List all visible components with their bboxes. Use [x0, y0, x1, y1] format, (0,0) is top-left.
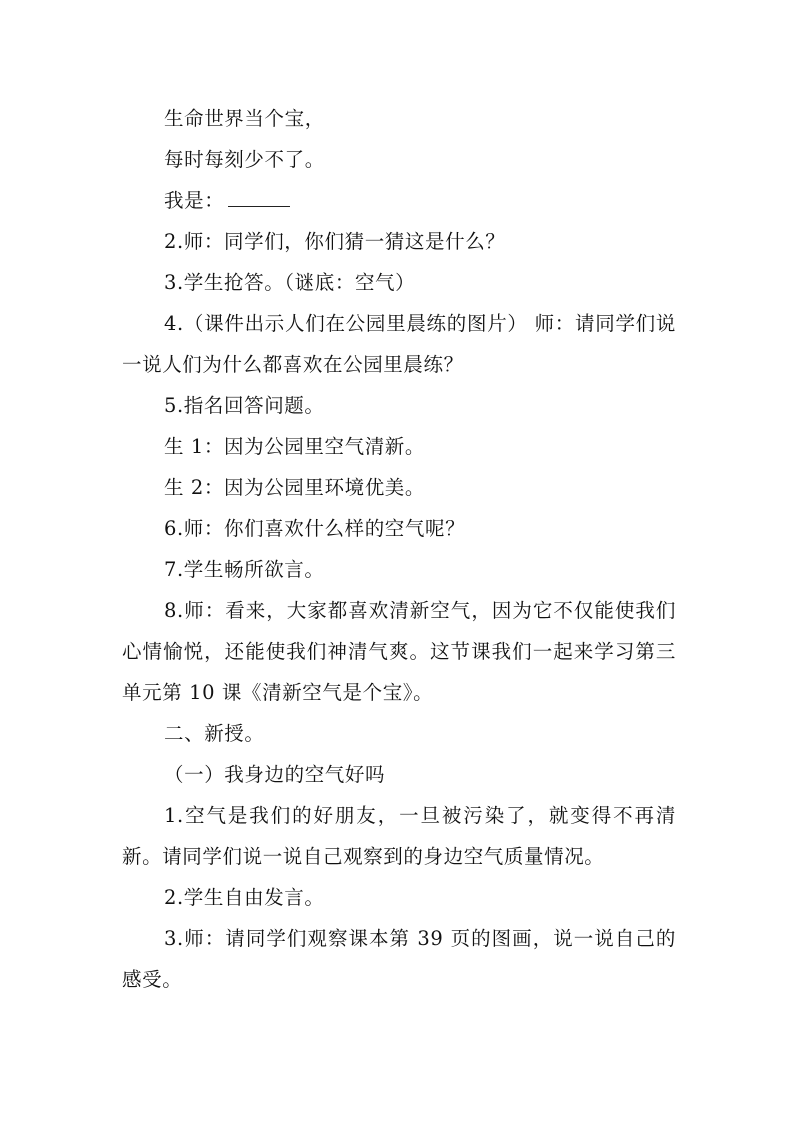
- new-lesson-step-1: 1.空气是我们的好朋友，一旦被污染了，就变得不再清新。请同学们说一说自己观察到的身边空气质量情况。: [122, 804, 676, 868]
- step-4-paragraph: 4.（课件出示人们在公园里晨练的图片） 师：请同学们说一说人们为什么都喜欢在公园里晨练？: [122, 312, 676, 376]
- step-2-paragraph: 2.师：同学们，你们猜一猜这是什么？: [164, 230, 506, 253]
- new-lesson-step-3: 3.师：请同学们观察课本第 39 页的图画，说一说自己的感受。: [122, 927, 676, 991]
- step-7-paragraph: 7.学生畅所欲言。: [164, 558, 325, 581]
- student-2-answer: 生 2：因为公园里环境优美。: [164, 476, 426, 499]
- step-3-paragraph: 3.学生抢答。（谜底：空气）: [164, 271, 416, 294]
- step-8-paragraph: 8.师：看来，大家都喜欢清新空气，因为它不仅能使我们心情愉悦，还能使我们神清气爽。这节课我们一起来学习第三单元第 10 课《清新空气是个宝》。: [122, 599, 676, 704]
- student-1-answer: 生 1：因为公园里空气清新。: [164, 435, 426, 458]
- riddle-answer-line: [122, 180, 676, 221]
- riddle-line-1: 生命世界当个宝，: [164, 107, 325, 130]
- riddle-answer-label: 我是：: [164, 189, 225, 212]
- step-6-paragraph: 6.师：你们喜欢什么样的空气呢？: [164, 517, 466, 540]
- subsection-heading: （一）我身边的空气好吗: [164, 763, 386, 786]
- section-heading-new-lesson: 二、新授。: [164, 722, 265, 745]
- riddle-line-2: 每时每刻少不了。: [164, 148, 325, 171]
- new-lesson-step-2: 2.学生自由发言。: [164, 886, 325, 909]
- step-5-paragraph: 5.指名回答问题。: [164, 394, 325, 417]
- answer-blank: [228, 192, 290, 207]
